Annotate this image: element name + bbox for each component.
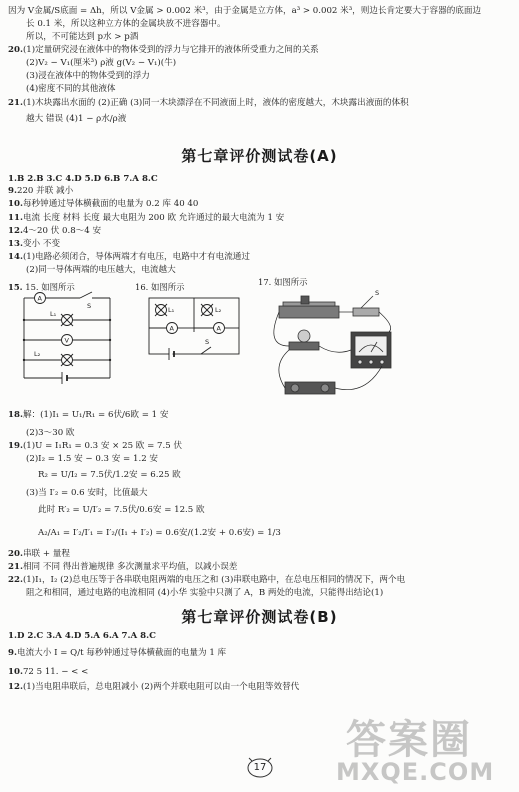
text-line: (2)I₂ = 1.5 安 − 0.3 安 = 1.2 安 [26,454,158,464]
text-line: 1.D 2.C 3.A 4.D 5.A 6.A 7.A 8.C [8,631,156,641]
text-line: 20.串联 + 量程 [8,549,70,559]
text-line: R₂ = U/I₂ = 7.5伏/1.2安 = 6.25 欧 [38,470,181,480]
text-line: (2)3～30 欧 [26,428,75,438]
text-line: (2)同一导体两端的电压越大，电流越大 [26,265,176,275]
section-title-a: 第七章评价测试卷(A) [181,147,338,165]
section-title-b: 第七章评价测试卷(B) [181,608,338,626]
page-number: 17 [253,762,267,773]
text-line: 1.B 2.B 3.C 4.D 5.D 6.B 7.A 8.C [8,174,158,184]
switch-label: S [375,289,380,297]
text-line: 9.220 并联 减小 [8,186,74,196]
switch-label: S [87,302,92,310]
text-line: 12.4～20 伏 0.8～4 安 [8,226,102,236]
figure-caption-16: 16. 如图所示 [135,282,185,292]
ammeter-label: A [37,294,42,303]
text-line: (2)V₂ − V₁(厘米³) ρ液 g(V₂ − V₁)(牛) [26,58,177,68]
text-line: A₂/A₁ = I′₂/I′₁ = I′₂/(I₁ + I′₂) = 0.6安/(1.2安 + 0.6安) = 1/3 [38,528,281,538]
text-line: 19.(1)U = I₁R₁ = 0.3 安 × 25 欧 = 7.5 伏 [8,441,183,451]
ammeter-label: A [216,324,221,333]
lamp-l1-label: L₁ [50,310,57,318]
text-line: 因为 V金属/S底面 = Δh，所以 V金属 > 0.002 米³，由于金属是立方体，a³ > 0.002 米³，则边长肯定要大于容器的底面边 [8,6,482,16]
figure-caption-17: 17. 如图所示 [258,277,308,287]
ammeter-label: A [169,324,174,333]
watermark-url: MXQE.COM [336,758,495,786]
circuit-diagram-16 [145,292,245,362]
text-line: (4)密度不同的其他液体 [26,84,116,94]
text-line: (3)当 I′₂ = 0.6 安时，比值最大 [26,488,148,498]
text-line: 此时 R′₂ = U/I′₂ = 7.5伏/0.6安 = 12.5 欧 [38,505,205,515]
text-line: 越大 错误 (4)1 − ρ水/ρ液 [26,114,127,124]
text-line: 阻之和相同，通过电路的电流相同 (4)小华 实验中只测了 A，B 两处的电流，只能得出结论(1) [26,588,384,598]
figure-caption-15: 15. 15. 如图所示 [8,282,75,292]
lamp-l1-label: L₁ [168,306,175,314]
text-line: 所以，不可能达到 p水 > p酒 [26,32,139,42]
text-line: 13.变小 不变 [8,239,61,249]
text-line: 20.(1)定量研究浸在液体中的物体受到的浮力与它排开的液体所受重力之间的关系 [8,45,319,55]
text-line: 12.(1)当电阻串联后，总电阻减小 (2)两个并联电阻可以由一个电阻等效替代 [8,682,300,692]
watermark-logo: 答案圈 [346,717,472,763]
text-line: 22.(1)I₁，I₂ (2)总电压等于各串联电阻两端的电压之和 (3)串联电路中，在总电压相同的情况下，两个电 [8,575,406,585]
text-line: 21.(1)木块露出水面的 (2)正确 (3)同一木块漂浮在不同液面上时，液体的密度越大，木块露出液面的体积 [8,98,409,108]
apparatus-figure-17 [265,286,415,406]
text-line: 10.每秒钟通过导体横截面的电量为 0.2 库 40 40 [8,199,199,209]
voltmeter-label: V [64,336,69,345]
lamp-l2-label: L₂ [215,306,222,314]
text-line: 21.相同 不同 得出普遍规律 多次测量求平均值，以减小误差 [8,562,238,572]
text-line: (3)浸在液体中的物体受到的浮力 [26,71,150,81]
text-line: 9.电流大小 I = Q/t 每秒钟通过导体横截面的电量为 1 库 [8,648,227,658]
text-line: 10.72 5 11. − < < [8,667,89,677]
text-line: 长 0.1 米，所以这种立方体的金属块放不进容器中。 [26,19,226,29]
circuit-diagram-15 [20,292,115,387]
switch-label: S [205,338,210,346]
lamp-l2-label: L₂ [34,350,41,358]
text-line: 11.电流 长度 材料 长度 最大电阻为 200 欧 允许通过的最大电流为 1 安 [8,213,285,223]
text-line: 14.(1)电路必须闭合，导体两端才有电压，电路中才有电流通过 [8,252,250,262]
text-line: 18.解：(1)I₁ = U₁/R₁ = 6伏/6欧 = 1 安 [8,410,169,420]
